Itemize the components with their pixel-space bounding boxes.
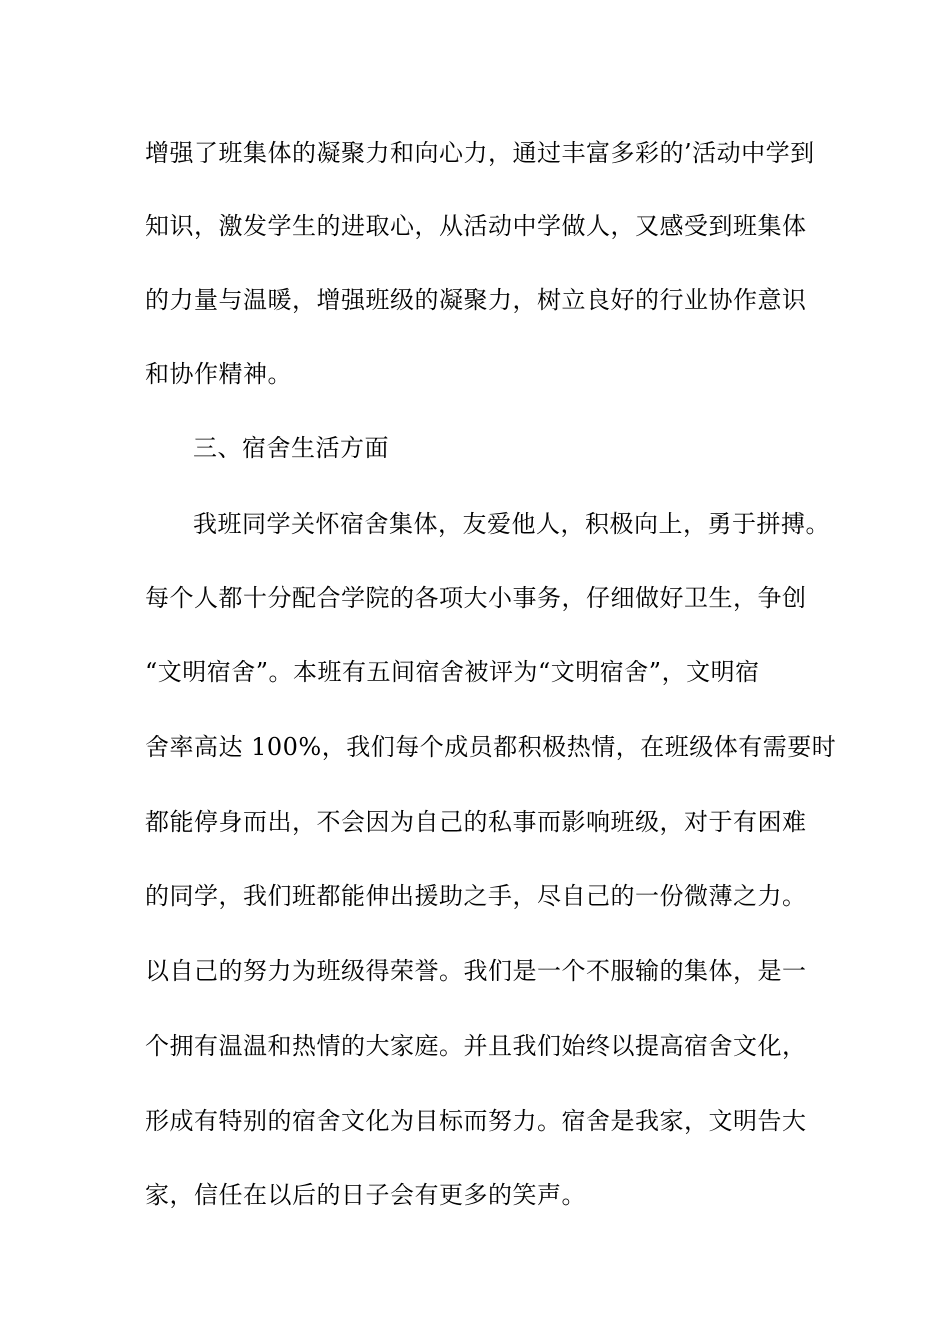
paragraph-line: 和协作精神。 [145, 360, 292, 388]
paragraph-line: 的力量与温暖，增强班级的凝聚力，树立良好的行业协作意识 [145, 286, 807, 314]
paragraph-line: 以自己的努力为班级得荣誉。我们是一个不服输的集体，是一 [145, 957, 807, 985]
paragraph-line: 舍率高达 100%，我们每个成员都积极热情，在班级体有需要时 [145, 733, 837, 761]
paragraph-line: 每个人都十分配合学院的各项大小事务，仔细做好卫生，争创 [145, 584, 807, 612]
paragraph-line: 形成有特别的宿舍文化为目标而努力。宿舍是我家，文明告大 [145, 1107, 807, 1135]
paragraph-line: 增强了班集体的凝聚力和向心力，通过丰富多彩的’活动中学到 [145, 139, 815, 167]
paragraph-line: 个拥有温温和热情的大家庭。并且我们始终以提高宿舍文化， [145, 1032, 807, 1060]
paragraph-line: “文明宿舍”。本班有五间宿舍被评为“文明宿舍”，文明宿 [145, 658, 760, 686]
paragraph-line: 的同学，我们班都能伸出援助之手，尽自己的一份微薄之力。 [145, 882, 807, 910]
paragraph-line: 家，信任在以后的日子会有更多的笑声。 [145, 1181, 586, 1209]
paragraph-line: 知识，激发学生的进取心，从活动中学做人，又感受到班集体 [145, 212, 807, 240]
paragraph-line: 都能停身而出，不会因为自己的私事而影响班级，对于有困难 [145, 808, 807, 836]
section-heading: 三、宿舍生活方面 [193, 434, 389, 462]
paragraph-line: 我班同学关怀宿舍集体，友爱他人，积极向上，勇于拼搏。 [193, 510, 830, 538]
